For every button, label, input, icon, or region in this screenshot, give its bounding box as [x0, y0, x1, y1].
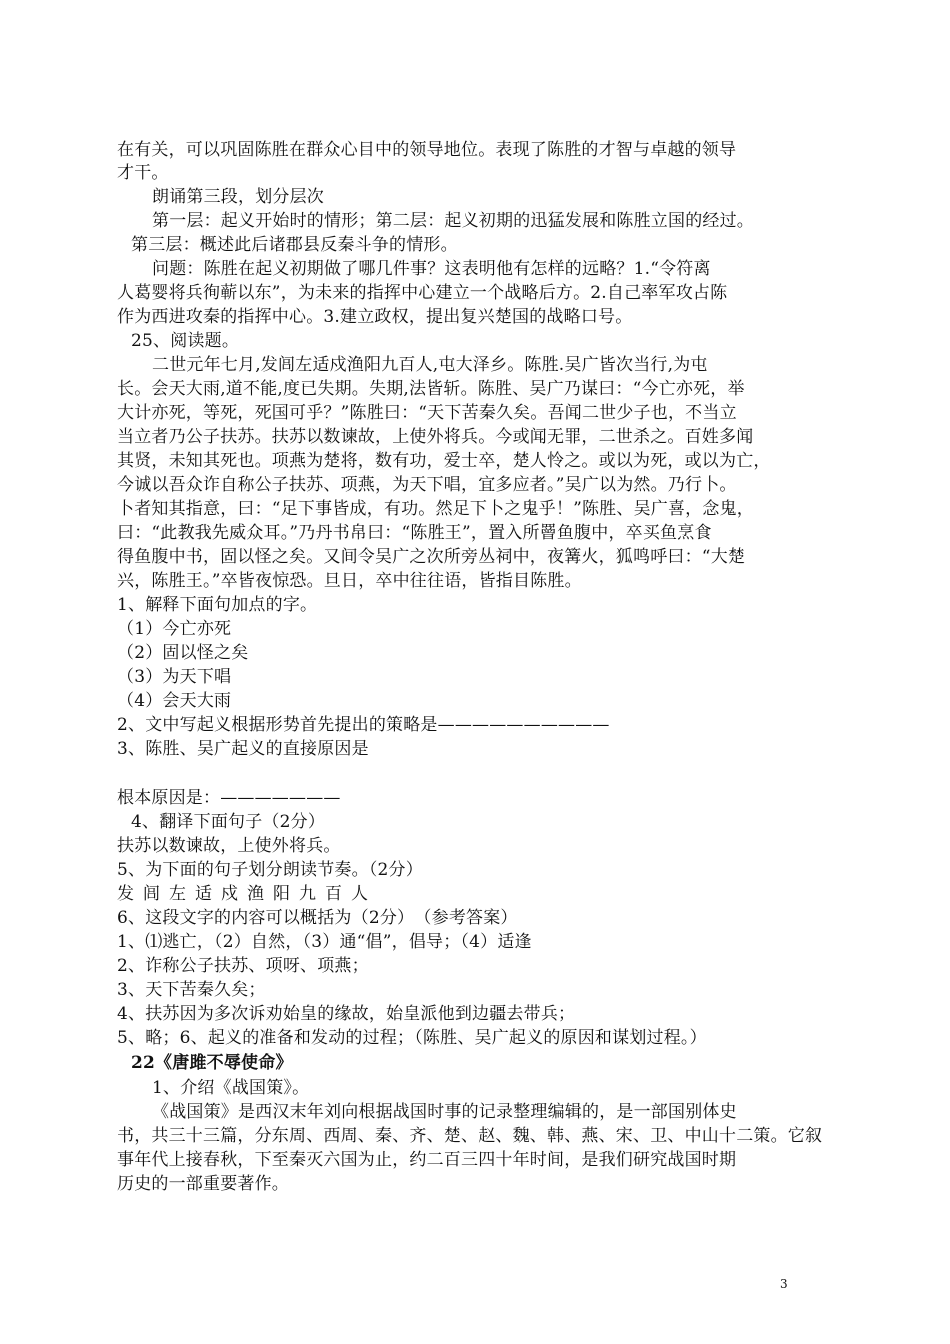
question-item: 3、陈胜、吴广起义的直接原因是 [117, 739, 369, 759]
text-line: 大计亦死，等死，死国可乎？”陈胜曰：“天下苦秦久矣。吾闻二世少子也，不当立 [117, 403, 737, 423]
text-line: 二世元年七月,发闾左适戍渔阳九百人,屯大泽乡。陈胜.吴广皆次当行,为屯 [152, 355, 708, 375]
section-heading: 22《唐雎不辱使命》 [131, 1053, 293, 1073]
text-line: 历史的一部重要著作。 [117, 1174, 289, 1194]
text-line: 当立者乃公子扶苏。扶苏以数谏故，上使外将兵。今或闻无罪，二世杀之。百姓多闻 [117, 427, 754, 447]
page-number: 3 [780, 1277, 788, 1291]
question-item: 6、这段文字的内容可以概括为（2分） （参考答案） [117, 908, 518, 928]
text-line: 兴，陈胜王。”卒皆夜惊恐。旦日，卒中往往语，皆指目陈胜。 [117, 571, 582, 591]
text-line: 1、介绍《战国策》。 [152, 1078, 310, 1098]
text-line: 扶苏以数谏故，上使外将兵。 [117, 836, 341, 856]
text-line: 长。会天大雨,道不能,度已失期。失期,法皆斩。陈胜、吴广乃谋曰：“今亡亦死，举 [117, 379, 745, 399]
text-line: 卜者知其指意，曰：“足下事皆成，有功。然足下卜之鬼乎！”陈胜、吴广喜，念鬼， [117, 499, 754, 519]
text-line: 才干。 [117, 163, 169, 183]
text-line: 其贤，未知其死也。项燕为楚将，数有功，爱士卒，楚人怜之。或以为死，或以为亡， [117, 451, 771, 471]
question-item: 根本原因是：——————— [117, 788, 341, 808]
text-line: 得鱼腹中书，固以怪之矣。又间令吴广之次所旁丛祠中，夜篝火，狐鸣呼曰：“大楚 [117, 547, 746, 567]
sub-question: （3）为天下唱 [117, 667, 232, 687]
text-line: 事年代上接春秋，下至秦灭六国为止，约二百三四十年时间，是我们研究战国时期 [117, 1150, 737, 1170]
question-item: 4、翻译下面句子（2分） [131, 812, 326, 832]
answer-line: 3、天下苦秦久矣； [117, 980, 266, 1000]
rhythm-sentence: 发闾左适戍渔阳九百人 [117, 884, 377, 904]
text-line: 朗诵第三段，划分层次 [152, 187, 324, 207]
text-line: 人葛婴将兵徇蕲以东”，为未来的指挥中心建立一个战略后方。2.自己率军攻占陈 [117, 283, 728, 303]
answer-line: 1、⑴逃亡，（2）自然，（3）通“倡”，倡导；（4）适逢 [117, 932, 532, 952]
text-line: 第三层：概述此后诸郡县反秦斗争的情形。 [131, 235, 458, 255]
answer-line: 4、扶苏因为多次诉劝始皇的缘故，始皇派他到边疆去带兵； [117, 1004, 576, 1024]
answer-line: 2、诈称公子扶苏、项呀、项燕； [117, 956, 369, 976]
text-line: 今诚以吾众诈自称公子扶苏、项燕，为天下唱，宜多应者。”吴广以为然。乃行卜。 [117, 475, 737, 495]
text-line: 第一层：起义开始时的情形；第二层：起义初期的迅猛发展和陈胜立国的经过。 [152, 211, 754, 231]
text-line: 曰：“此教我先威众耳。”乃丹书帛曰：“陈胜王”，置入所罾鱼腹中，卒买鱼烹食 [117, 523, 712, 543]
question-item: 5、为下面的句子划分朗读节奏。（2分） [117, 860, 423, 880]
answer-line: 5、略；6、起义的准备和发动的过程；（陈胜、吴广起义的原因和谋划过程。） [117, 1028, 707, 1048]
text-line: 问题：陈胜在起义初期做了哪几件事？这表明他有怎样的远略？1.“令符离 [152, 259, 711, 279]
sub-question: （4）会天大雨 [117, 691, 232, 711]
text-line: 《战国策》是西汉末年刘向根据战国时事的记录整理编辑的，是一部国别体史 [152, 1102, 737, 1122]
question-heading: 25、阅读题。 [131, 331, 240, 351]
sub-question: （1）今亡亦死 [117, 619, 232, 639]
question-item: 2、文中写起义根据形势首先提出的策略是—————————— [117, 715, 610, 735]
text-line: 在有关，可以巩固陈胜在群众心目中的领导地位。表现了陈胜的才智与卓越的领导 [117, 140, 737, 160]
text-line: 书，共三十三篇，分东周、西周、秦、齐、楚、赵、魏、韩、燕、宋、卫、中山十二策。它叙 [117, 1126, 823, 1146]
question-item: 1、解释下面句加点的字。 [117, 595, 318, 615]
text-line: 作为西进攻秦的指挥中心。3.建立政权，提出复兴楚国的战略口号。 [117, 307, 633, 327]
sub-question: （2）固以怪之矣 [117, 643, 249, 663]
